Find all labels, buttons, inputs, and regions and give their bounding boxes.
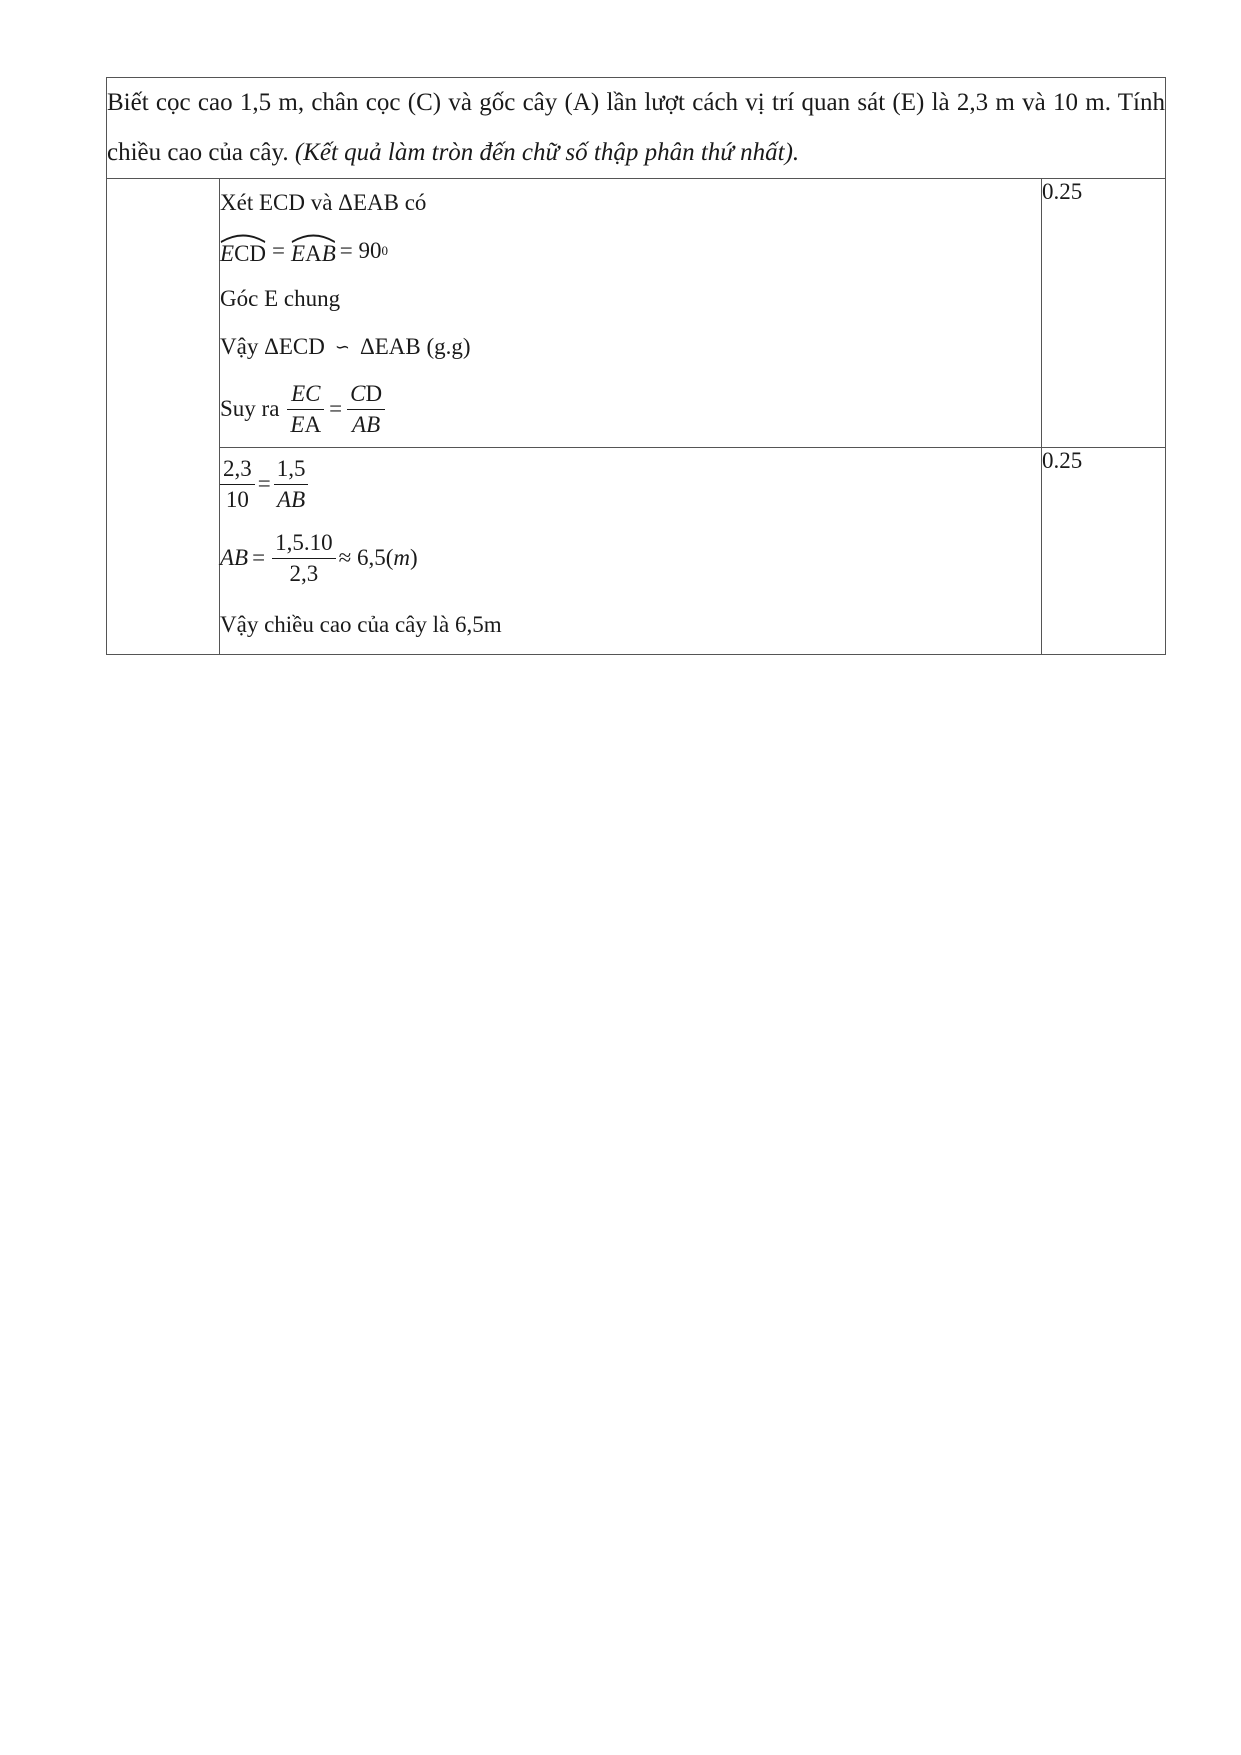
rounding-note: (Kết quả làm tròn đến chữ số thập phân thứ nhất). — [294, 139, 800, 166]
angle-eab: EAB — [291, 235, 336, 267]
ab-calculation: AB = $\frac{1,5.10}{2,3}$ ≈ 6,5( m ) — [220, 520, 1041, 596]
conclusion: Vậy chiều cao của cây là 6,5m — [220, 612, 502, 637]
score-step-2: 0.25 — [1042, 448, 1166, 655]
answer-sheet — [106, 77, 1166, 655]
arc-icon — [220, 233, 266, 243]
answer-table — [106, 77, 1166, 655]
problem-row — [107, 78, 1166, 179]
solution-row-1 — [107, 179, 1166, 448]
problem-text: Biết cọc cao 1,5 m, chân cọc (C) và gốc cây (A) lần lượt cách vị trí quan sát (E) là 2,3 m và 10 m. Tính chiều cao của cây. — [107, 89, 1165, 166]
step1-line1: Xét ECD và ΔEAB có — [220, 190, 427, 215]
fraction-cd-ab: $\frac{CD}{AB}$ — [347, 379, 385, 440]
ratio-line: Suy ra $\frac{EC}{EA}$ = $\frac{CD}{AB}$ — [220, 371, 1041, 447]
empty-cell — [107, 179, 220, 655]
arc-icon — [291, 233, 336, 243]
score-step-1: 0.25 — [1042, 179, 1166, 448]
solution-row-2 — [107, 448, 1166, 655]
fraction-23-10: $\frac{2,3}{10}$ — [220, 454, 255, 515]
solution-step-1 — [220, 179, 1042, 448]
similar-icon: ∽ — [334, 336, 350, 358]
angle-equality: ECD = EAB = 90 0 — [220, 227, 1041, 275]
fraction-calc: $\frac{1,5.10}{2,3}$ — [272, 528, 336, 589]
angle-ecd: ECD — [220, 235, 266, 267]
fraction-ec-ea: $\frac{EC}{EA}$ — [287, 379, 324, 440]
proportion-line: $\frac{2,3}{10}$ = $\frac{1,5}{AB}$ — [220, 448, 1041, 520]
solution-step-2 — [220, 448, 1042, 655]
step1-line3: Góc E chung — [220, 286, 341, 311]
fraction-15-ab: $\frac{1,5}{AB}$ — [274, 454, 309, 515]
similarity-statement: Vậy ΔECD ∽ ΔEAB (g.g) — [220, 334, 471, 359]
problem-statement — [107, 78, 1166, 179]
